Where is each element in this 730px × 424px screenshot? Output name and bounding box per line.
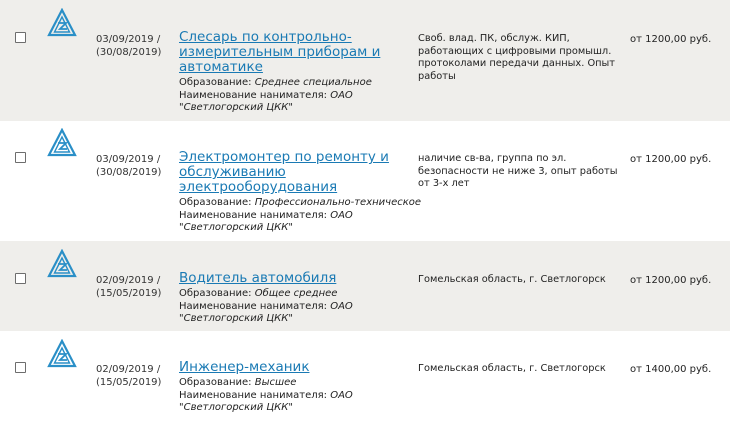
publish-date: 03/09/2019 / <box>96 154 161 165</box>
employer-name: "Светлогорский ЦКК" <box>179 102 293 113</box>
employer-logo-icon <box>47 339 77 369</box>
employer-line <box>179 210 419 223</box>
employer-logo-icon <box>47 249 77 279</box>
employer-name: "Светлогорский ЦКК" <box>179 313 293 324</box>
vacancy-description: Гомельская область, г. Светлогорск <box>418 274 606 285</box>
education-line <box>179 377 419 390</box>
employer-logo-icon <box>47 128 77 158</box>
original-date: (30/08/2019) <box>96 167 162 178</box>
employer-line <box>179 390 419 403</box>
education-value: Высшее <box>254 377 297 388</box>
vacancy-title-link[interactable]: Электромонтер по ремонту и обслуживанию электрооборудования <box>179 149 389 195</box>
vacancy-row <box>0 0 730 121</box>
vacancy-row <box>0 331 730 424</box>
employer-label: Наименование нанимателя: <box>179 89 328 101</box>
employer-label: Наименование нанимателя: <box>179 209 328 221</box>
select-checkbox[interactable] <box>15 362 26 373</box>
employer-value: ОАО <box>330 389 353 401</box>
employer-line <box>179 301 419 314</box>
vacancy-description: наличие св-ва, группа по эл. безопасности не ниже 3, опыт работы от 3-х лет <box>418 153 618 189</box>
employer-line <box>179 90 419 103</box>
salary: от 1200,00 руб. <box>630 275 712 286</box>
vacancy-row <box>0 121 730 241</box>
education-line <box>179 197 422 210</box>
employer-value: ОАО <box>330 209 353 221</box>
education-label: Образование: <box>179 197 252 208</box>
salary: от 1200,00 руб. <box>630 34 712 45</box>
select-checkbox[interactable] <box>15 152 26 163</box>
publish-date: 03/09/2019 / <box>96 34 161 45</box>
employer-value: ОАО <box>330 300 353 312</box>
vacancy-description: Гомельская область, г. Светлогорск <box>418 363 606 374</box>
education-label: Образование: <box>179 77 252 88</box>
employer-logo-icon <box>47 8 77 38</box>
original-date: (15/05/2019) <box>96 288 162 299</box>
publish-date: 02/09/2019 / <box>96 275 161 286</box>
employer-label: Наименование нанимателя: <box>179 300 328 312</box>
employer-name: "Светлогорский ЦКК" <box>179 222 293 233</box>
original-date: (30/08/2019) <box>96 47 162 58</box>
vacancy-title-link[interactable]: Водитель автомобиля <box>179 270 337 286</box>
vacancy-title-link[interactable]: Слесарь по контрольно-измерительным приборам и автоматике <box>179 29 381 75</box>
select-checkbox[interactable] <box>15 32 26 43</box>
education-line <box>179 77 419 90</box>
publish-date: 02/09/2019 / <box>96 364 161 375</box>
education-value: Среднее специальное <box>254 77 372 88</box>
original-date: (15/05/2019) <box>96 377 162 388</box>
select-checkbox[interactable] <box>15 273 26 284</box>
education-label: Образование: <box>179 288 252 299</box>
education-label: Образование: <box>179 377 252 388</box>
education-value: Общее среднее <box>254 288 338 299</box>
salary: от 1400,00 руб. <box>630 364 712 375</box>
vacancy-description: Своб. влад. ПК, обслуж. КИП, работающих с цифровыми промышл. протоколами передачи данных. Опыт работы <box>418 33 615 82</box>
employer-label: Наименование нанимателя: <box>179 389 328 401</box>
employer-value: ОАО <box>330 89 353 101</box>
salary: от 1200,00 руб. <box>630 154 712 165</box>
education-line <box>179 288 419 301</box>
vacancy-title-link[interactable]: Инженер-механик <box>179 359 310 375</box>
vacancy-row <box>0 241 730 331</box>
education-value: Профессионально-техническое <box>254 197 422 208</box>
employer-name: "Светлогорский ЦКК" <box>179 402 293 413</box>
